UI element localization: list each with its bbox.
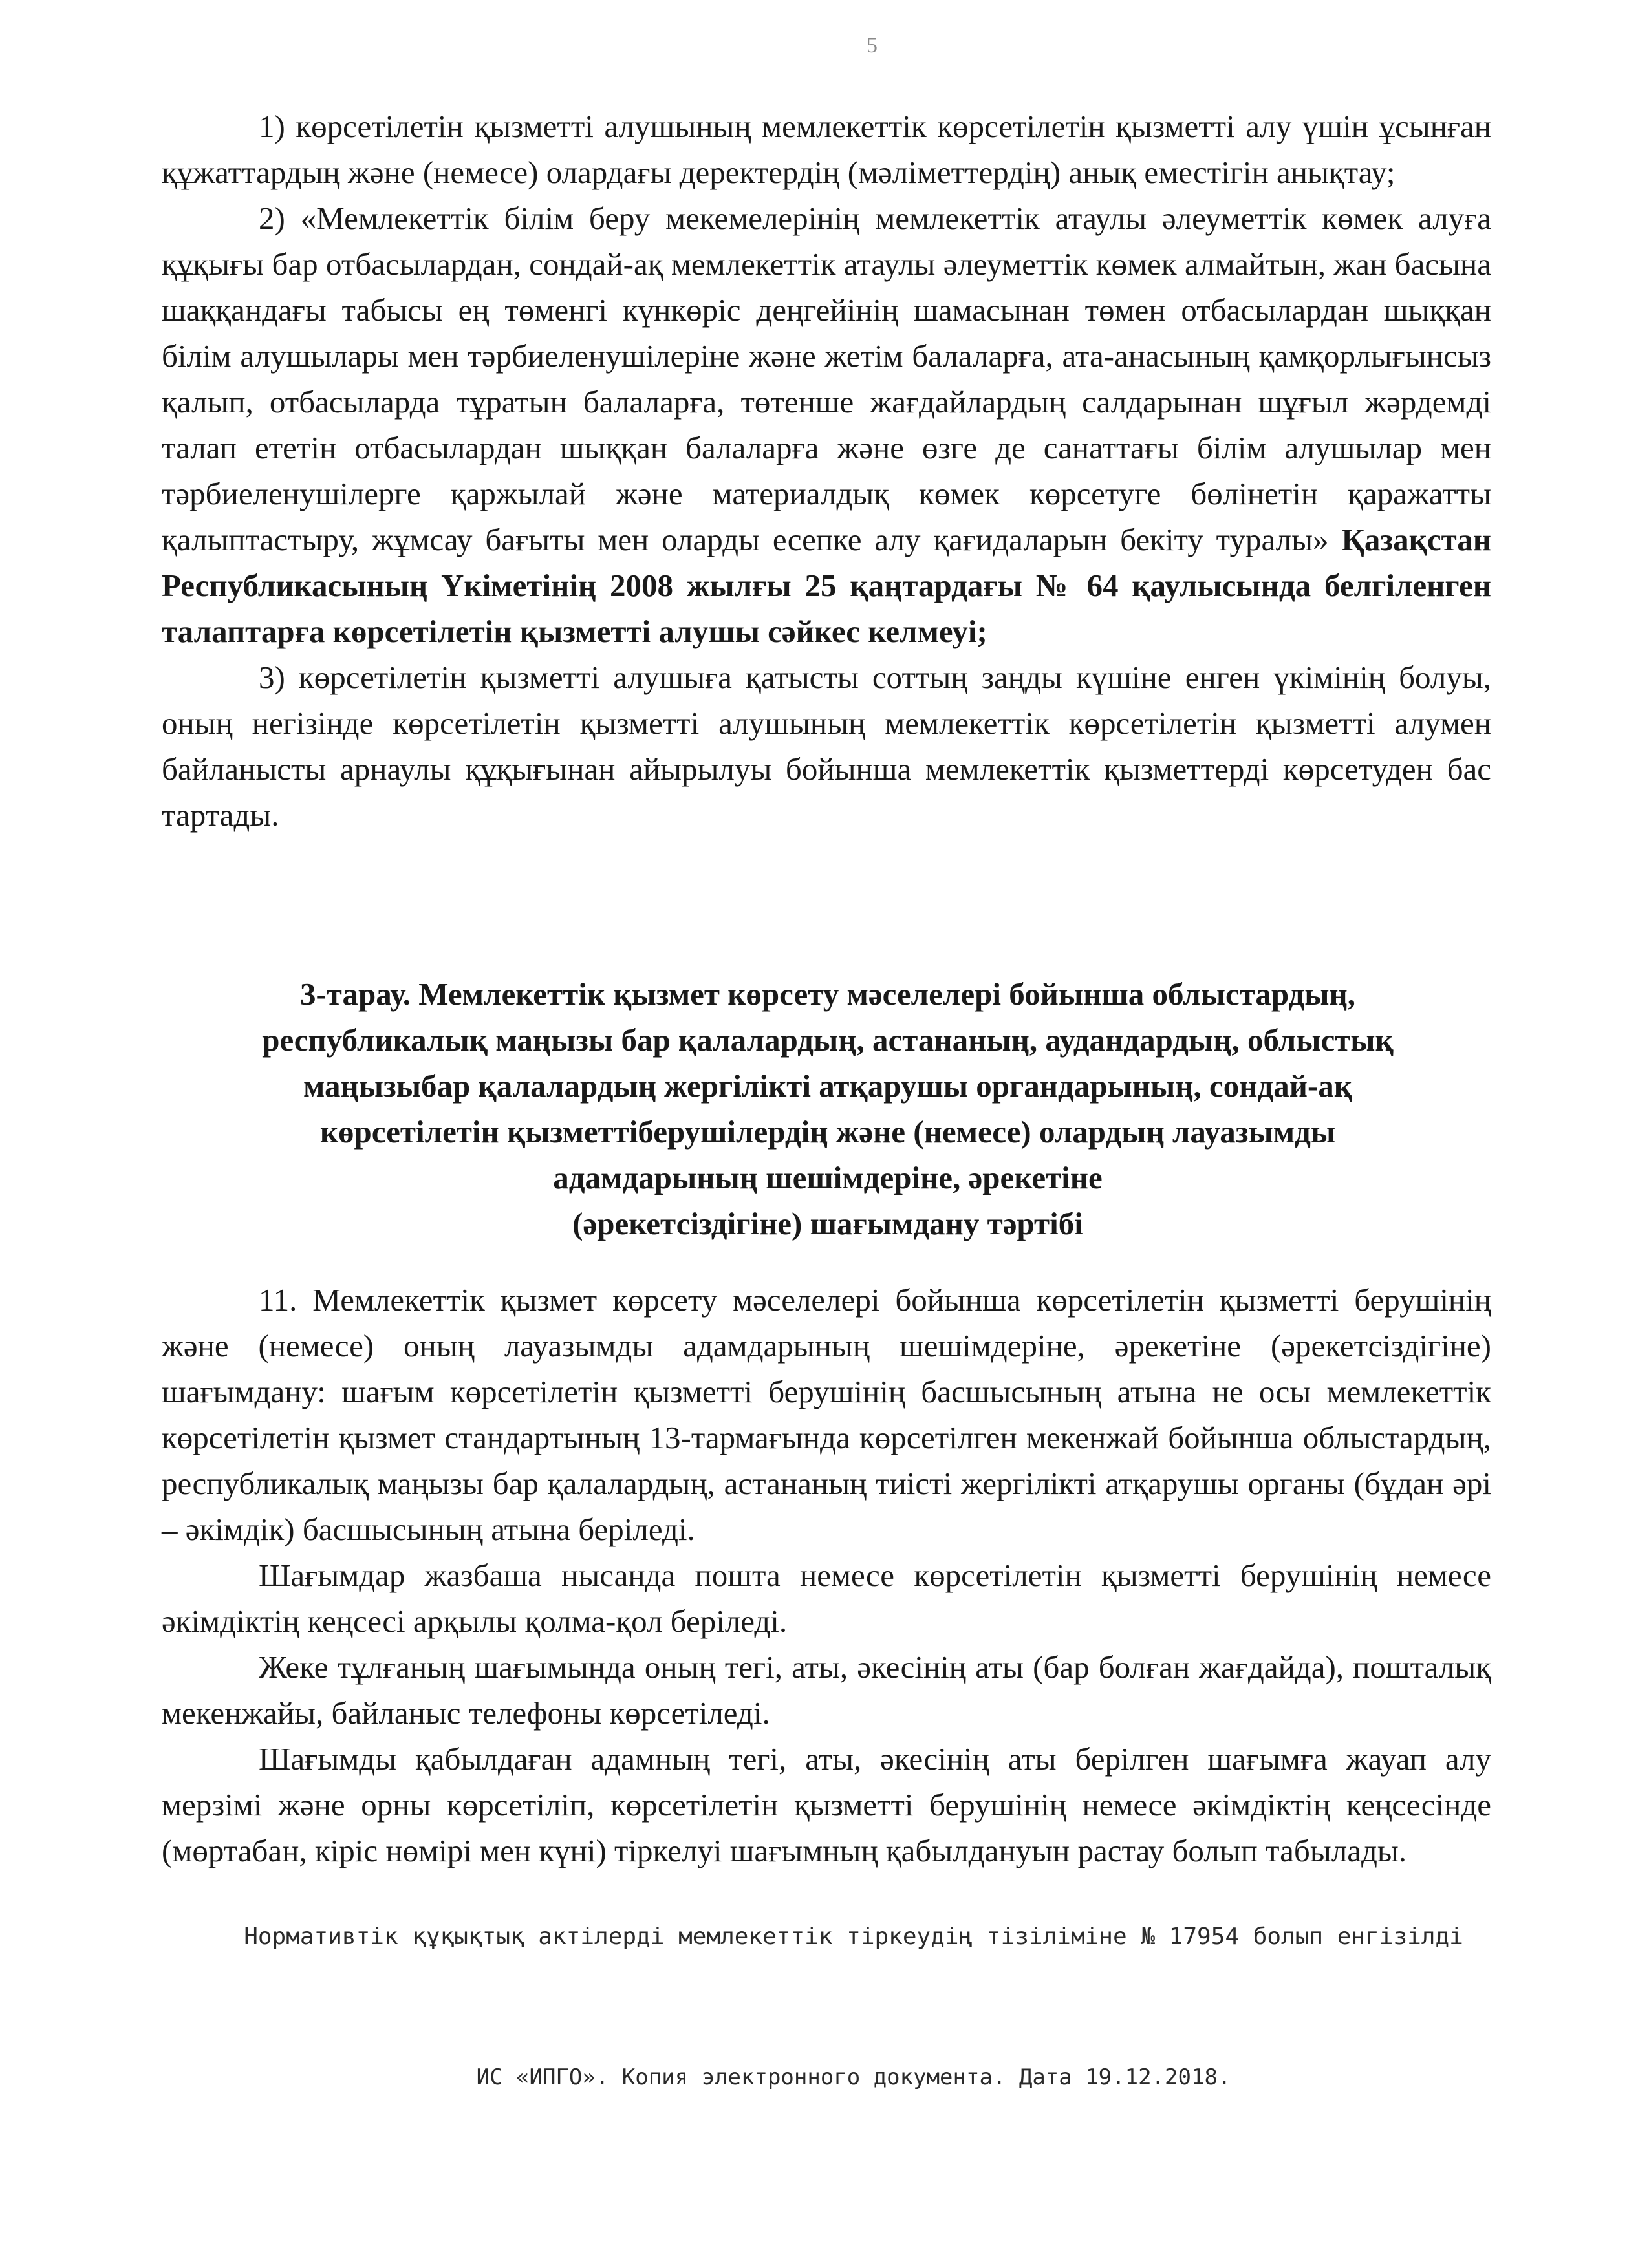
chapter-3-heading	[213, 971, 1442, 1246]
heading-line-6: (әрекетсіздігіне) шағымдану тәртібі	[572, 1206, 1083, 1241]
refusal-ground-2-text: 2) «Мемлекеттік білім беру мекемелерінің мемлекеттік атаулы әлеуметтік көмек алуға құқығы бар отбасылардан, сондай-ақ мемлекеттік атаулы әлеуметтік көмек алмайтын, жан басына шаққандағы табысы ең төменгі күнкөріс деңгейінің шамасынан төмен отбасылардан шыққан білім алушылары мен тәрбиеленушілеріне және жетім балаларға, ата-анасының қамқорлығынсыз қалып, отбасыларда тұратын балаларға, төтенше жағдайлардың салдарынан шұғыл жәрдемді талап ететін отбасылардан шыққан балаларға және өзге де санаттағы білім алушылар мен тәрбиеленушілерге қаржылай және материалдық көмек көрсетуге бөлінетін қаражатты қалыптастыру, жұмсау бағыты мен оларды есепке алу қағидаларын бекіту туралы»	[162, 200, 1491, 557]
heading-line-4: көрсетілетін қызметтіберушілердің және (немесе) олардың лауазымды	[319, 1114, 1336, 1150]
paragraph-complaint-registration: Шағымды қабылдаған адамның тегі, аты, әкесінің аты берілген шағымға жауап алу мерзімі және орны көрсетіліп, көрсетілетін қызметті берушінің немесе әкімдіктің кеңсесінде (мөртабан, кіріс нөмірі мен күні) тіркелуі шағымның қабылдануын растау болып табылады.	[162, 1741, 1491, 1868]
refusal-ground-2-bold-text: Қазақстан Республикасының Үкіметінің 2008 жылғы 25 қаңтардағы № 64 қаулысында белгіленген талаптарға көрсетілетін қызметті алушы сәйкес келмеуі;	[162, 522, 1491, 649]
footer-note: ИС «ИПГО». Копия электронного документа. Дата 19.12.2018.	[476, 2064, 1231, 2090]
heading-line-1: 3-тарау. Мемлекеттік қызмет көрсету мәселелері бойынша облыстардың,	[299, 976, 1356, 1012]
complaint-procedure-section	[162, 1277, 1491, 1874]
refusal-ground-1: 1) көрсетілетін қызметті алушының мемлекеттік көрсетілетін қызметті алу үшін ұсынған құжаттардың және (немесе) олардағы деректердің (мәліметтердің) анық еместігін анықтау;	[162, 109, 1491, 190]
heading-line-2: республикалық маңызы бар қалалардың, астананың, аудандардың, облыстық	[262, 1022, 1394, 1058]
heading-line-5: адамдарының шешімдеріне, әрекетіне	[553, 1160, 1103, 1195]
refusal-grounds-section	[162, 103, 1491, 838]
refusal-ground-3: 3) көрсетілетін қызметті алушыға қатысты соттың заңды күшіне енген үкімінің болуы, оның негізінде көрсетілетін қызметті алушының мемлекеттік көрсетілетін қызметті алумен байланысты арнаулы құқығынан айырылуы бойынша мемлекеттік қызметтерді көрсетуден бас тартады.	[162, 659, 1491, 833]
paragraph-complaint-submission: Шағымдар жазбаша нысанда пошта немесе көрсетілетін қызметті берушінің немесе әкімдіктің кеңсесі арқылы қолма-қол беріледі.	[162, 1557, 1491, 1639]
refusal-ground-2	[162, 195, 1491, 654]
registry-note: Нормативтік құқықтық актілерді мемлекеттік тіркеудің тізіліміне № 17954 болып енгізілді	[244, 1923, 1463, 1950]
page-number: 5	[867, 34, 878, 58]
paragraph-11: 11. Мемлекеттік қызмет көрсету мәселелері бойынша көрсетілетін қызметті берушінің және (немесе) оның лауазымды адамдарының шешімдеріне, әрекетіне (әрекетсіздігіне) шағымдану: шағым көрсетілетін қызметті берушінің басшысының атына не осы мемлекеттік көрсетілетін қызмет стандартының 13-тармағында көрсетілген мекенжай бойынша облыстардың, республикалық маңызы бар қалалардың, астананың тиісті жергілікті атқарушы органы (бұдан әрі – әкімдік) басшысының атына беріледі.	[162, 1282, 1491, 1547]
paragraph-complaint-contents: Жеке тұлғаның шағымында оның тегі, аты, әкесінің аты (бар болған жағдайда), пошталық мекенжайы, байланыс телефоны көрсетіледі.	[162, 1649, 1491, 1731]
heading-line-3: маңызыбар қалалардың жергілікті атқарушы органдарының, сондай-ақ	[303, 1068, 1353, 1104]
